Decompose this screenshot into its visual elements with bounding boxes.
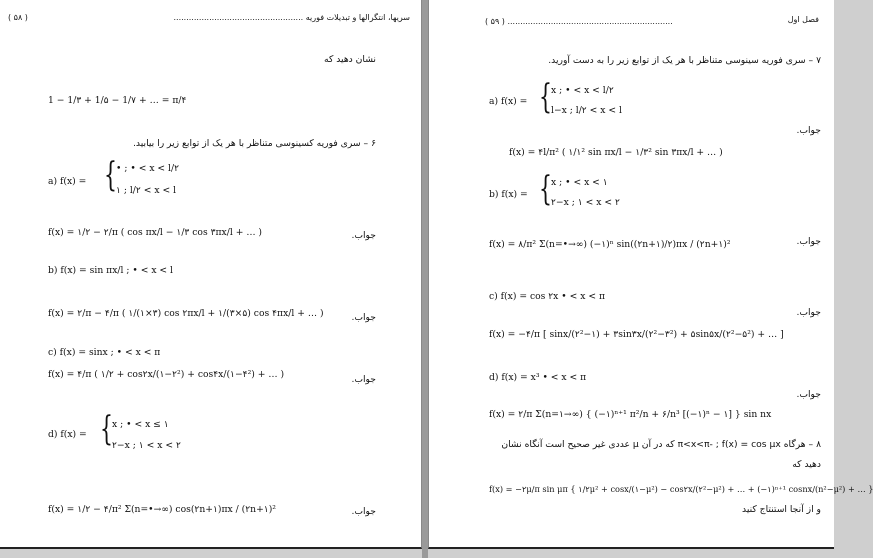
series-equation: 1 − 1/۳ + 1/۵ − 1/۷ + … = π/۴ [48,95,187,106]
p6a-case-2: ۱ ; l/۲ < x < l [116,185,177,196]
right-running-header: فصل اول [787,15,819,24]
problem-7-heading: ۷ – سری فوریه سینوسی متناظر با هر یک از توابع زیر را به دست آورید. [548,55,821,66]
right-page [428,0,873,549]
p7a-case-1: x ; • < x < l/۲ [551,85,614,96]
answer-label: جواب. [351,230,376,241]
p6d-case-1: x ; • < x ≤ ۱ [112,419,169,430]
p6b-label: b) f(x) = sin πx/l ; • < x < l [48,265,173,276]
p6a-brace: { [104,155,117,195]
answer-label: جواب. [351,374,376,385]
conclude-text: و از آنجا استنتاج کنید [742,504,821,515]
p7c-answer: f(x) = −۴/π [ sinx/(۲²−۱) + ۳sin۳x/(۲²−۳²) + ۵sin۵x/(۲²−۵²) + … ] [489,329,784,340]
p7b-brace: { [539,169,552,209]
p6d-case-2: ۲−x ; ۱ < x < ۲ [112,440,181,451]
left-page [0,0,422,549]
p7a-label: a) f(x) = [489,96,528,107]
answer-label: جواب. [796,236,821,247]
p6d-brace: { [100,409,113,449]
left-page-number: ( ۵۸ ) [8,13,28,22]
left-running-header: سریها، انتگرالها و تبدیلات فوریه ................................................... [173,13,410,22]
p7d-answer: f(x) = ۲/π Σ(n=۱→∞) { (−۱)ⁿ⁺¹ π²/n + ۶/n³ [(−۱)ⁿ − ۱] } sin nx [489,409,772,420]
p6c-answer: f(x) = ۴/π ( ۱/۲ + cos۲x/(۱−۲²) + cos۴x/(۱−۴²) + … ) [48,369,285,380]
answer-label: جواب. [796,125,821,136]
p7a-answer: f(x) = ۴l/π² ( ۱/۱² sin πx/l − ۱/۳² sin ۳πx/l + … ) [509,147,723,158]
p7a-brace: { [539,77,552,117]
p6d-answer: f(x) = ۱/۲ − ۴/π² Σ(n=•→∞) cos(۲n+۱)πx / (۲n+۱)² [48,504,276,515]
problem-8-heading: ۸ – هرگاه π<x<π- ; f(x) = cos μx که در آن μ عددی غیر صحیح است آنگاه نشان [501,439,821,450]
p6a-answer: f(x) = ۱/۲ − ۲/π ( cos πx/l − ۱/۳ cos ۳πx/l + … ) [48,227,263,238]
p8-equation: f(x) = −۲μ/π sin μπ { ۱/۲μ² + cosx/(۱−μ²) − cos۲x/(۲²−μ²) + … + (−۱)ⁿ⁺¹ cosnx/(n²−μ²) + … } [489,484,873,494]
p6b-answer: f(x) = ۲/π − ۴/π ( ۱/(۱×۳) cos ۲πx/l + ۱/(۳×۵) cos ۴πx/l + … ) [48,308,324,319]
answer-label: جواب. [796,389,821,400]
p7b-answer: f(x) = ۸/π² Σ(n=•→∞) (−۱)ⁿ sin((۲n+۱)/۲)πx / (۲n+۱)² [489,239,731,250]
problem-6-heading: ۶ – سری فوریه کسینوسی متناظر با هر یک از توابع زیر را بیابید. [133,138,376,149]
p7d-label: d) f(x) = x³ • < x < π [489,372,587,383]
p7b-case-1: x ; • < x < ۱ [551,177,608,188]
p7b-case-2: ۲−x ; ۱ < x < ۲ [551,197,620,208]
problem-8-heading-cont: دهید که [792,459,821,470]
p6c-label: c) f(x) = sinx ; • < x < π [48,347,161,358]
p6a-case-1: • ; • < x < l/۲ [116,163,180,174]
intro-text: نشان دهید که [324,54,376,65]
answer-label: جواب. [796,307,821,318]
answer-label: جواب. [351,312,376,323]
answer-label: جواب. [351,506,376,517]
p6d-label: d) f(x) = [48,429,87,440]
p7c-label: c) f(x) = cos ۲x • < x < π [489,291,606,302]
right-page-number: ( ۵۹ ) ................................................................. [485,17,673,26]
p6a-label: a) f(x) = [48,176,87,187]
p7a-case-2: l−x ; l/۲ < x < l [551,105,622,116]
p7b-label: b) f(x) = [489,189,528,200]
